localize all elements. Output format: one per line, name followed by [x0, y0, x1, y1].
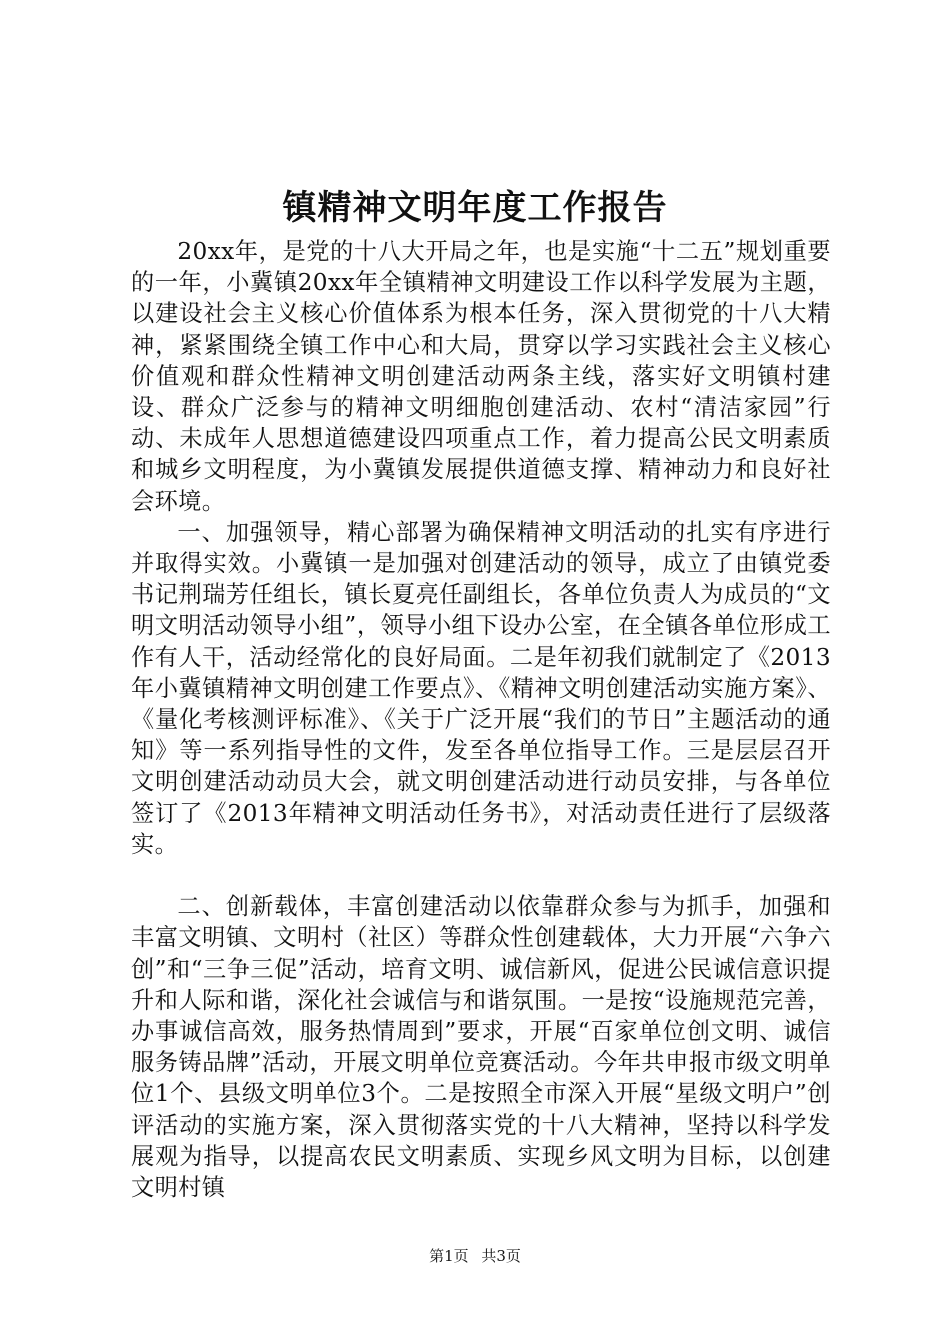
document-title: 镇精神文明年度工作报告 [282, 188, 668, 228]
paragraph-intro: 20xx年，是党的十八大开局之年，也是实施“十二五”规划重要的一年，小冀镇20xx年全镇精神文明建设工作以科学发展为主题，以建设社会主义核心价值体系为根本任务，深入贯彻党的十八大精神，紧紧围绕全镇工作中心和大局，贯穿以学习实践社会主义核心价值观和群众性精神文明创建活动两条主线，落实好文明镇村建设、群众广泛参与的精神文明细胞创建活动、农村“清洁家园”行动、未成年人思想道德建设四项重点工作，着力提高公民文明素质和城乡文明程度，为小冀镇发展提供道德支撑、精神动力和良好社会环境。 [131, 238, 831, 515]
page-total: 共3页 [481, 1247, 521, 1265]
document-body [131, 236, 831, 1203]
paragraph-section-two: 二、创新载体，丰富创建活动以依靠群众参与为抓手，加强和丰富文明镇、文明村（社区）等群众性创建载体，大力开展“六争六创”和“三争三促”活动，培育文明、诚信新风，促进公民诚信意识提升和人际和谐，深化社会诚信与和谐氛围。一是按“设施规范完善，办事诚信高效，服务热情周到”要求，开展“百家单位创文明、诚信服务铸品牌”活动，开展文明单位竞赛活动。今年共申报市级文明单位1个、县级文明单位3个。二是按照全市深入开展“星级文明户”创评活动的实施方案，深入贯彻落实党的十八大精神，坚持以科学发展观为指导，以提高农民文明素质、实现乡风文明为目标，以创建文明村镇 [131, 893, 831, 1202]
page-footer [0, 1246, 950, 1266]
page-number: 第1页 [429, 1247, 469, 1265]
paragraph-section-one: 一、加强领导，精心部署为确保精神文明活动的扎实有序进行并取得实效。小冀镇一是加强对创建活动的领导，成立了由镇党委书记荆瑞芳任组长，镇长夏亮任副组长，各单位负责人为成员的“文明文明活动领导小组”，领导小组下设办公室，在全镇各单位形成工作有人干，活动经常化的良好局面。二是年初我们就制定了《2013年小冀镇精神文明创建工作要点》、《精神文明创建活动实施方案》、《量化考核测评标准》、《关于广泛开展“我们的节日”主题活动的通知》等一系列指导性的文件，发至各单位指导工作。三是层层召开文明创建活动动员大会，就文明创建活动进行动员安排，与各单位签订了《2013年精神文明活动任务书》，对活动责任进行了层级落实。 [131, 518, 831, 858]
